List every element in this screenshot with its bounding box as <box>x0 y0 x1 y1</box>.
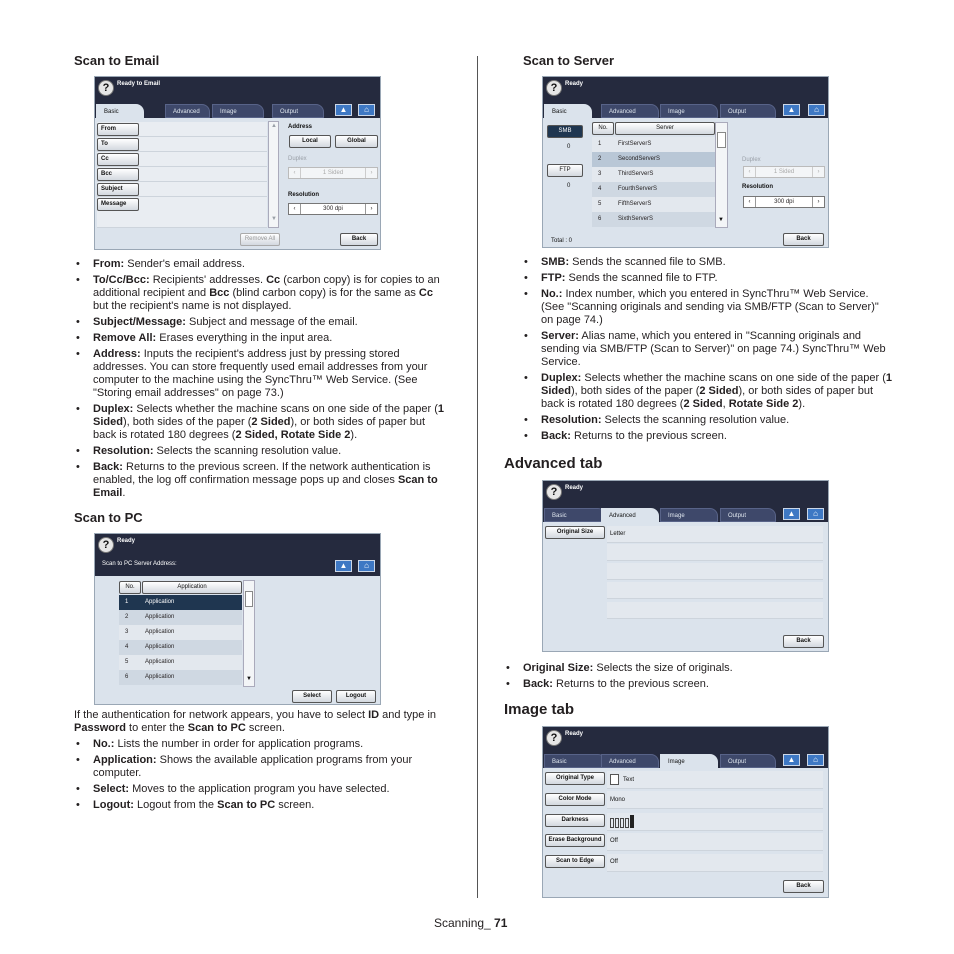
row-name: Application <box>145 644 175 650</box>
server-address-label: Scan to PC Server Address: <box>102 561 177 567</box>
tab-advanced[interactable]: Advanced <box>601 754 659 768</box>
address-scrollbar[interactable]: ▲ ▼ <box>268 121 279 228</box>
row-name: FifthServerS <box>618 201 652 207</box>
home-icon[interactable]: ⌂ <box>807 508 824 520</box>
column-application-header[interactable]: Application <box>142 581 242 594</box>
list-item: • Duplex: Selects whether the machine scans on one side of the paper (1 Sided), both sides of the paper (2 Sided), or both sides of paper but back is rotated 180 degrees (2 Sided, Rotate Side 2). <box>74 403 450 442</box>
scan-to-pc-heading: Scan to PC <box>74 510 143 525</box>
page-footer <box>434 916 507 930</box>
list-item: • Address: Inputs the recipient's address just by pressing stored addresses. You can store frequently used email addresses from your computer to the machine using the SyncThru™ Web Service. (See "Storing email addresses" on page 73.) <box>74 348 450 400</box>
list-item: • Logout: Logout from the Scan to PC screen. <box>74 799 450 812</box>
original-type-value: Text <box>623 777 635 783</box>
duplex-label: Duplex <box>288 156 307 162</box>
list-item: • No.: Lists the number in order for application programs. <box>74 738 450 751</box>
list-row[interactable] <box>119 670 242 685</box>
duplex-label: Duplex <box>742 157 761 163</box>
column-server-header[interactable]: Server <box>615 122 715 135</box>
list-item: • Subject/Message: Subject and message of the email. <box>74 316 450 329</box>
help-icon[interactable]: ? <box>546 80 562 96</box>
scan-to-email-heading: Scan to Email <box>74 53 160 68</box>
logout-button[interactable]: Logout <box>336 690 376 703</box>
advanced-tab-list <box>504 662 894 691</box>
erase-background-button[interactable]: Erase Background <box>545 834 605 847</box>
darkness-button[interactable]: Darkness <box>545 814 605 827</box>
job-status-icon[interactable]: ▲ <box>783 508 800 520</box>
bcc-button[interactable]: Bcc <box>97 168 139 181</box>
help-icon[interactable]: ? <box>98 80 114 96</box>
list-item: • Back: Returns to the previous screen. <box>522 430 894 443</box>
local-button[interactable]: Local <box>289 135 331 148</box>
row-number: 3 <box>598 171 602 177</box>
row-name: Application <box>145 629 175 635</box>
list-row[interactable] <box>592 137 715 152</box>
list-row[interactable] <box>119 655 242 670</box>
scan-to-edge-button[interactable]: Scan to Edge <box>545 855 605 868</box>
row-number: 1 <box>125 599 129 605</box>
left-column <box>74 50 450 815</box>
smb-count: 0 <box>567 144 571 150</box>
original-size-button[interactable]: Original Size <box>545 526 605 539</box>
screen-body <box>95 576 380 704</box>
tab-image[interactable]: Image <box>660 754 718 768</box>
screen-body <box>543 118 828 247</box>
duplex-spinner[interactable]: ‹ 1 Sided › <box>288 167 378 179</box>
authentication-note: If the authentication for network appears, you have to select ID and type in Password to enter the Scan to PC screen. <box>74 709 436 734</box>
list-item: • Resolution: Selects the scanning resolution value. <box>74 445 450 458</box>
list-item: • From: Sender's email address. <box>74 258 450 271</box>
advanced-tab-heading: Advanced tab <box>504 455 603 472</box>
scan-to-pc-list <box>74 738 450 812</box>
list-item: • Duplex: Selects whether the machine scans on one side of the paper (1 Sided), both sides of the paper (2 Sided), or both sides of paper but back is rotated 180 degrees (2 Sided, Rotate Side 2). <box>522 372 894 411</box>
color-mode-button[interactable]: Color Mode <box>545 793 605 806</box>
screen-header <box>95 534 380 556</box>
row-number: 3 <box>125 629 129 635</box>
remove-all-button[interactable]: Remove All <box>240 233 280 246</box>
job-status-icon[interactable]: ▲ <box>783 104 800 116</box>
select-button[interactable]: Select <box>292 690 332 703</box>
home-icon[interactable]: ⌂ <box>808 104 825 116</box>
back-button[interactable]: Back <box>340 233 378 246</box>
tab-image[interactable]: Image <box>212 104 264 118</box>
list-row[interactable] <box>119 640 242 655</box>
duplex-spinner[interactable]: ‹ 1 Sided › <box>743 166 825 178</box>
server-scrollbar[interactable]: ▼ <box>715 122 728 228</box>
application-scrollbar[interactable]: ▼ <box>243 580 255 687</box>
screen-title: Ready <box>565 485 584 491</box>
resolution-label: Resolution <box>742 184 773 190</box>
list-item: • FTP: Sends the scanned file to FTP. <box>522 272 894 285</box>
advanced-tab-screen <box>542 480 829 652</box>
list-row[interactable] <box>592 182 715 197</box>
list-item: • No.: Index number, which you entered in SyncThru™ Web Service. (See "Scanning originals and sending via SMB/FTP (Scan to Server)" on page 74.) <box>522 288 894 327</box>
list-item: • Resolution: Selects the scanning resolution value. <box>522 414 894 427</box>
home-icon[interactable]: ⌂ <box>807 754 824 766</box>
global-button[interactable]: Global <box>335 135 378 148</box>
tab-advanced[interactable]: Advanced <box>601 104 659 118</box>
resolution-spinner[interactable]: ‹ 300 dpi › <box>743 196 825 208</box>
list-item: • Server: Alias name, which you entered in "Scanning originals and sending via SMB/FTP (Scan to Server)" on page 74.) SyncThru™ Web Service. <box>522 330 894 369</box>
screen-body <box>543 768 828 897</box>
job-status-icon[interactable]: ▲ <box>335 560 352 572</box>
row-name: FourthServerS <box>618 186 658 192</box>
home-icon[interactable]: ⌂ <box>358 560 375 572</box>
ftp-count: 0 <box>567 183 571 189</box>
row-name: Application <box>145 614 175 620</box>
tab-bar <box>543 751 828 768</box>
tab-image[interactable]: Image <box>660 104 718 118</box>
row-number: 1 <box>598 141 602 147</box>
list-item: • Back: Returns to the previous screen. If the network authentication is enabled, the log off confirmation message pops up and closes Scan to Email. <box>74 461 450 500</box>
scan-to-email-screen <box>94 76 381 250</box>
scan-to-edge-value: Off <box>610 859 618 865</box>
scan-to-server-list <box>522 256 894 443</box>
tab-output[interactable]: Output <box>720 508 776 522</box>
column-no-header[interactable]: No. <box>592 122 614 135</box>
ftp-button[interactable]: FTP <box>547 164 583 177</box>
list-row[interactable] <box>592 197 715 212</box>
tab-output[interactable]: Output <box>720 754 776 768</box>
tab-output[interactable]: Output <box>720 104 776 118</box>
row-number: 6 <box>598 216 602 222</box>
row-name: SixthServerS <box>618 216 654 222</box>
list-row[interactable] <box>592 212 715 227</box>
scan-to-server-heading: Scan to Server <box>523 53 615 68</box>
screen-header <box>543 727 828 751</box>
cc-button[interactable]: Cc <box>97 153 139 166</box>
document-icon <box>610 774 619 785</box>
screen-header <box>95 77 380 101</box>
row-name: Application <box>145 659 175 665</box>
row-number: 4 <box>598 186 602 192</box>
list-item: • Application: Shows the available application programs from your computer. <box>74 754 450 780</box>
back-button[interactable]: Back <box>783 635 824 648</box>
screen-title: Ready <box>117 538 136 544</box>
erase-background-value: Off <box>610 838 618 844</box>
tab-bar <box>543 505 828 522</box>
smb-button[interactable]: SMB <box>547 125 583 138</box>
screen-header <box>543 481 828 505</box>
row-name: SecondServerS <box>618 156 661 162</box>
row-name: Application <box>145 674 175 680</box>
address-label: Address <box>288 124 313 130</box>
screen-title: Ready <box>565 731 584 737</box>
job-status-icon[interactable]: ▲ <box>335 104 352 116</box>
list-item: • Original Size: Selects the size of originals. <box>504 662 894 675</box>
screen-header <box>543 77 828 101</box>
row-name: ThirdServerS <box>618 171 654 177</box>
list-row[interactable] <box>119 595 242 610</box>
list-row[interactable] <box>592 152 715 167</box>
job-status-icon[interactable]: ▲ <box>783 754 800 766</box>
message-button[interactable]: Message <box>97 198 139 211</box>
column-divider <box>477 56 478 898</box>
help-icon[interactable]: ? <box>98 537 114 553</box>
tab-basic[interactable]: Basic <box>96 104 144 118</box>
tab-bar <box>543 101 828 118</box>
image-tab-heading: Image tab <box>504 701 575 718</box>
original-type-button[interactable]: Original Type <box>545 772 605 785</box>
back-button[interactable]: Back <box>783 880 824 893</box>
row-number: 5 <box>598 201 602 207</box>
list-item: • Back: Returns to the previous screen. <box>504 678 894 691</box>
row-name: FirstServerS <box>618 141 652 147</box>
tab-basic[interactable]: Basic <box>544 104 592 118</box>
tab-image[interactable]: Image <box>660 508 718 522</box>
tab-basic[interactable]: Basic <box>544 754 606 768</box>
column-no-header[interactable]: No. <box>119 581 141 594</box>
tab-bar <box>95 101 380 118</box>
row-number: 4 <box>125 644 129 650</box>
list-row[interactable] <box>119 610 242 625</box>
page-number: 71 <box>494 916 508 930</box>
row-name: Application <box>145 599 175 605</box>
list-row[interactable] <box>119 625 242 640</box>
original-size-value: Letter <box>610 531 626 537</box>
resolution-spinner[interactable]: ‹ 300 dpi › <box>288 203 378 215</box>
row-number: 2 <box>125 614 129 620</box>
total-count: Total : 0 <box>551 238 573 244</box>
screen-title: Ready <box>565 81 584 87</box>
screen-body <box>95 118 380 249</box>
address-bar <box>95 556 380 576</box>
home-icon[interactable]: ⌂ <box>358 104 375 116</box>
from-button[interactable]: From <box>97 123 139 136</box>
image-tab-screen <box>542 726 829 898</box>
list-item: • SMB: Sends the scanned file to SMB. <box>522 256 894 269</box>
color-mode-value: Mono <box>610 797 626 803</box>
scan-to-email-list <box>74 258 450 500</box>
scan-to-server-screen <box>542 76 829 248</box>
right-column <box>504 50 894 898</box>
help-icon[interactable]: ? <box>546 484 562 500</box>
list-item: • To/Cc/Bcc: Recipients' addresses. Cc (carbon copy) is for copies to an additional recipient and Bcc (blind carbon copy) is for the same as Cc but the recipient's name is not displayed. <box>74 274 450 313</box>
footer-section: Scanning_ <box>434 916 495 930</box>
row-number: 2 <box>598 156 602 162</box>
tab-advanced[interactable]: Advanced <box>165 104 210 118</box>
row-number: 6 <box>125 674 129 680</box>
tab-basic[interactable]: Basic <box>544 508 606 522</box>
darkness-level-icon <box>610 815 634 830</box>
subject-button[interactable]: Subject <box>97 183 139 196</box>
list-item: • Select: Moves to the application program you have selected. <box>74 783 450 796</box>
resolution-label: Resolution <box>288 192 319 198</box>
tab-output[interactable]: Output <box>272 104 324 118</box>
help-icon[interactable]: ? <box>546 730 562 746</box>
screen-title: Ready to Email <box>117 81 161 87</box>
tab-advanced[interactable]: Advanced <box>601 508 659 522</box>
screen-body <box>543 522 828 651</box>
row-number: 5 <box>125 659 129 665</box>
back-button[interactable]: Back <box>783 233 824 246</box>
list-row[interactable] <box>592 167 715 182</box>
list-item: • Remove All: Erases everything in the input area. <box>74 332 450 345</box>
scan-to-pc-screen <box>94 533 381 705</box>
to-button[interactable]: To <box>97 138 139 151</box>
